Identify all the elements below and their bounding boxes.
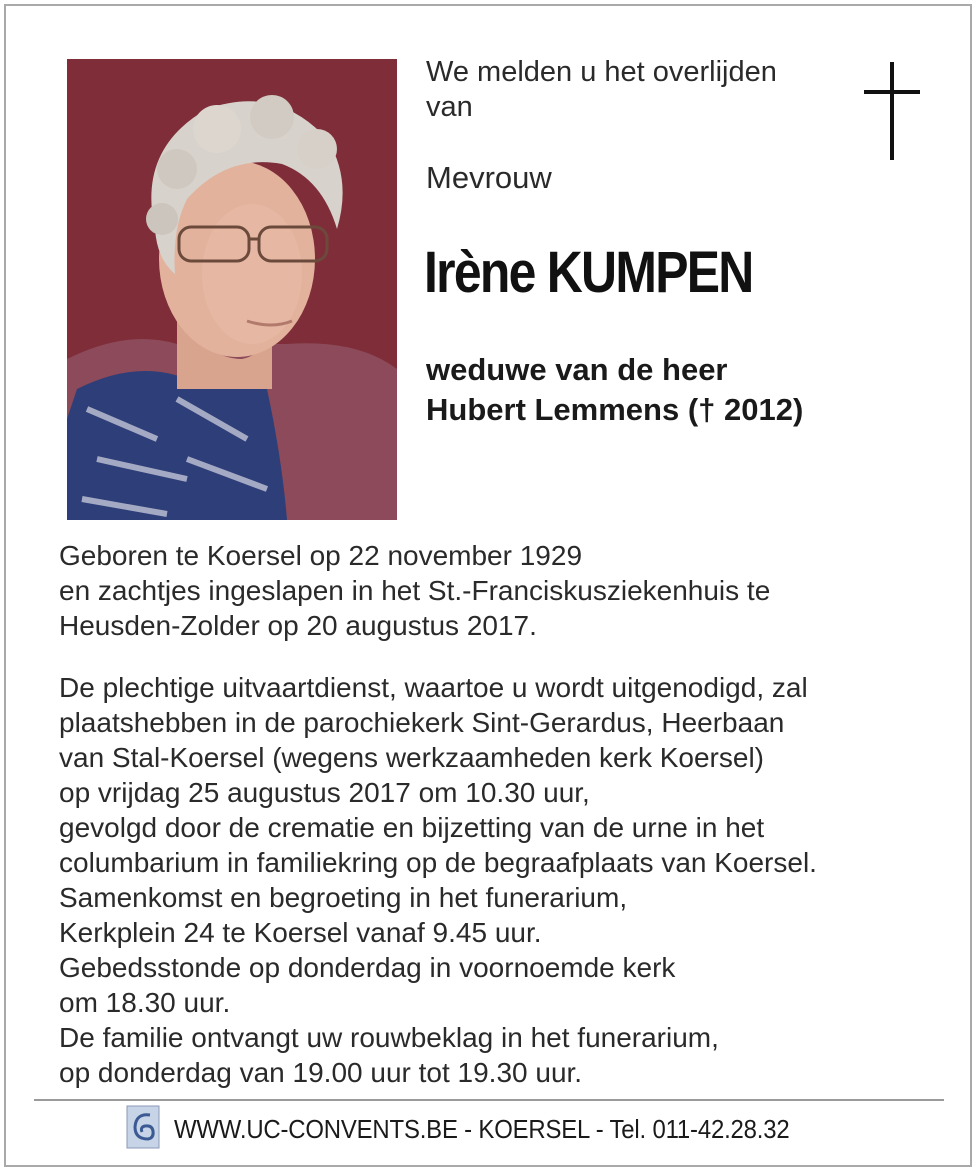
service-line: Kerkplein 24 te Koersel vanaf 9.45 uur. xyxy=(59,917,542,948)
birth-line: Heusden-Zolder op 20 augustus 2017. xyxy=(59,610,537,641)
funeral-home-logo-icon xyxy=(126,1105,160,1154)
honorific: Mevrouw xyxy=(426,160,552,195)
widow-line-2: Hubert Lemmens († 2012) xyxy=(426,392,804,427)
service-line: Gebedsstonde op donderdag in voornoemde kerk xyxy=(59,952,676,983)
birth-line: en zachtjes ingeslapen in het St.-Franciskusziekenhuis te xyxy=(59,575,771,606)
service-line: Samenkomst en begroeting in het funerarium, xyxy=(59,882,628,913)
birth-line: Geboren te Koersel op 22 november 1929 xyxy=(59,540,583,571)
service-paragraph xyxy=(59,670,817,1090)
service-line: van Stal-Koersel (wegens werkzaamheden kerk Koersel) xyxy=(59,742,764,773)
birth-death-paragraph xyxy=(59,538,770,643)
deceased-name: Irène KUMPEN xyxy=(424,240,753,305)
service-line: De familie ontvangt uw rouwbeklag in het funerarium, xyxy=(59,1022,719,1053)
service-line: op vrijdag 25 augustus 2017 om 10.30 uur, xyxy=(59,777,590,808)
footer-divider xyxy=(34,1099,944,1101)
intro-line-1: We melden u het overlijden xyxy=(426,56,777,88)
footer-contact: WWW.UC-CONVENTS.BE - KOERSEL - Tel. 011-42.28.32 xyxy=(174,1113,790,1144)
service-line: columbarium in familiekring op de begraafplaats van Koersel. xyxy=(59,847,817,878)
widow-line-1: weduwe van de heer xyxy=(426,352,728,387)
intro-text xyxy=(426,55,846,125)
service-line: De plechtige uitvaartdienst, waartoe u wordt uitgenodigd, zal xyxy=(59,672,808,703)
portrait-photo xyxy=(67,59,397,520)
service-line: gevolgd door de crematie en bijzetting van de urne in het xyxy=(59,812,765,843)
service-line: om 18.30 uur. xyxy=(59,987,231,1018)
cross-icon xyxy=(862,62,924,167)
service-line: plaatshebben in de parochiekerk Sint-Gerardus, Heerbaan xyxy=(59,707,785,738)
service-line: op donderdag van 19.00 uur tot 19.30 uur. xyxy=(59,1057,583,1088)
footer xyxy=(126,1106,843,1152)
intro-line-2: van xyxy=(426,91,473,123)
widow-of xyxy=(426,350,803,430)
